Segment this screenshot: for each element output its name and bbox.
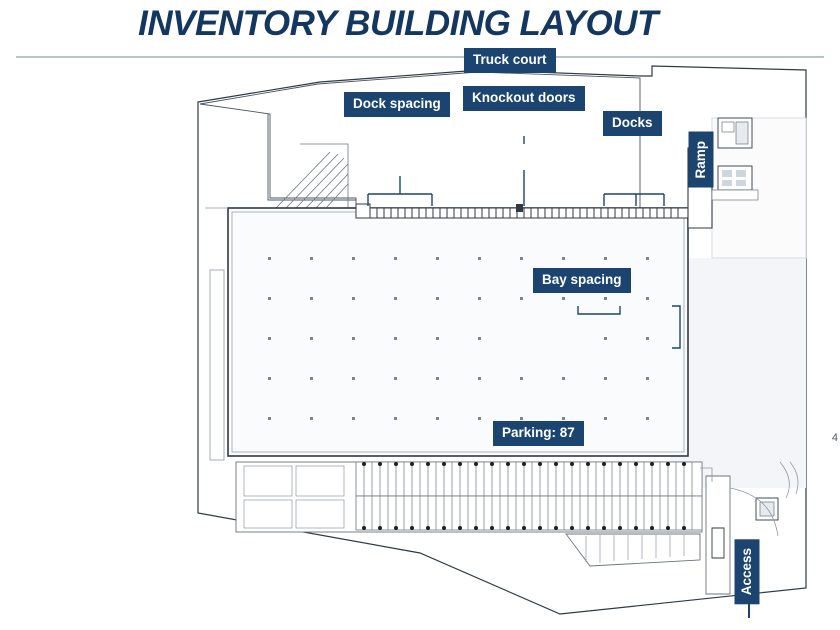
site-plan-drawing	[0, 58, 840, 630]
clipped-edge-mark: 4	[831, 432, 838, 444]
callout-bay-spacing[interactable]: Bay spacing	[533, 268, 631, 293]
slide-header	[0, 0, 840, 58]
warehouse-building	[228, 208, 688, 456]
south-drive-aisle	[566, 534, 700, 566]
page-title: INVENTORY BUILDING LAYOUT	[138, 4, 658, 43]
callout-knockout-doors[interactable]: Knockout doors	[463, 86, 585, 111]
callout-ramp[interactable]: Ramp	[689, 132, 714, 188]
parking-area	[236, 462, 702, 532]
callout-access[interactable]: Access	[735, 539, 760, 604]
callout-truck-court[interactable]: Truck court	[464, 48, 556, 73]
callout-dock-spacing[interactable]: Dock spacing	[344, 92, 450, 117]
callout-docks[interactable]: Docks	[603, 111, 662, 136]
callout-parking-count[interactable]: Parking: 87	[493, 421, 584, 446]
